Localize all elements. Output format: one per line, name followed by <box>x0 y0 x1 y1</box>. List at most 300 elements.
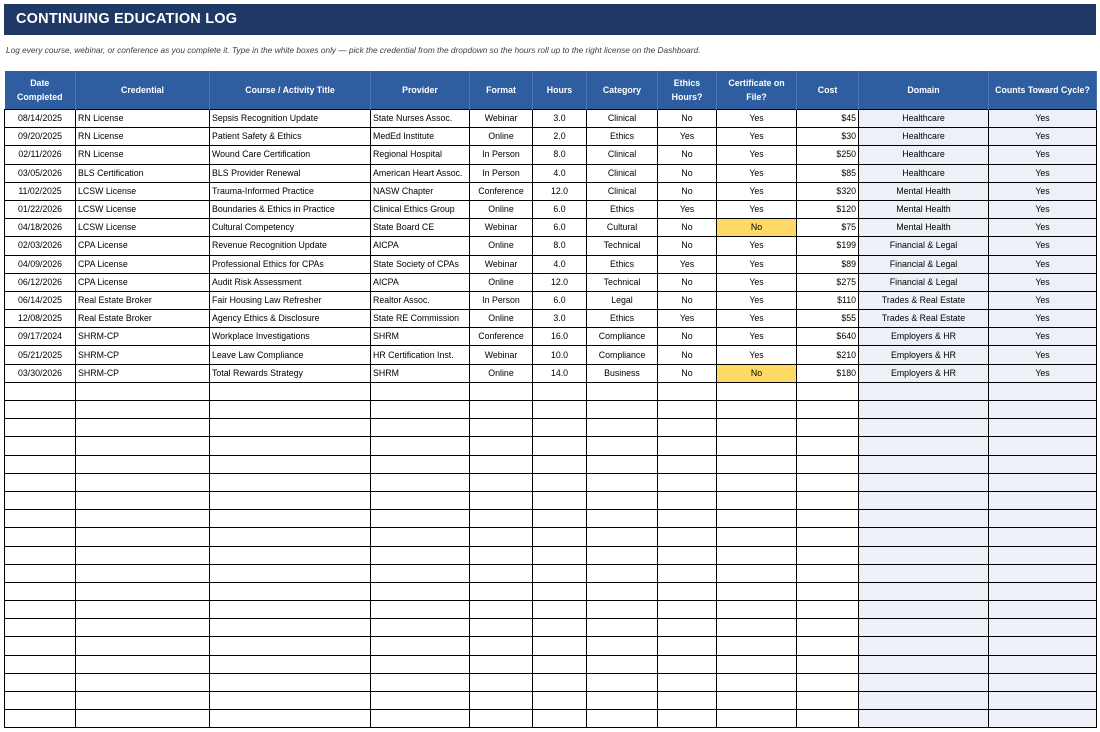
empty-cell-cost[interactable] <box>797 619 859 637</box>
empty-cell-certificate-on-file[interactable] <box>717 491 797 509</box>
empty-cell-course-title[interactable] <box>210 564 371 582</box>
cell-date-completed[interactable]: 12/08/2025 <box>5 310 76 328</box>
cell-hours[interactable]: 6.0 <box>533 291 587 309</box>
cell-category[interactable]: Compliance <box>587 328 658 346</box>
cell-cost[interactable]: $275 <box>797 273 859 291</box>
empty-cell-format[interactable] <box>470 655 533 673</box>
cell-format[interactable]: Conference <box>470 328 533 346</box>
empty-cell-provider[interactable] <box>371 564 470 582</box>
cell-ethics-hours[interactable]: No <box>658 364 717 382</box>
cell-certificate-on-file[interactable]: Yes <box>717 200 797 218</box>
cell-category[interactable]: Business <box>587 364 658 382</box>
empty-cell-course-title[interactable] <box>210 637 371 655</box>
cell-date-completed[interactable]: 02/03/2026 <box>5 237 76 255</box>
cell-cost[interactable]: $110 <box>797 291 859 309</box>
empty-cell-category[interactable] <box>587 510 658 528</box>
cell-certificate-on-file[interactable]: Yes <box>717 237 797 255</box>
empty-cell-hours[interactable] <box>533 382 587 400</box>
cell-format[interactable]: Webinar <box>470 346 533 364</box>
empty-cell-hours[interactable] <box>533 473 587 491</box>
cell-date-completed[interactable]: 02/11/2026 <box>5 146 76 164</box>
empty-cell-cost[interactable] <box>797 564 859 582</box>
cell-ethics-hours[interactable]: No <box>658 237 717 255</box>
cell-format[interactable]: Online <box>470 200 533 218</box>
cell-course-title[interactable]: Professional Ethics for CPAs <box>210 255 371 273</box>
cell-credential[interactable]: RN License <box>76 146 210 164</box>
empty-cell-hours[interactable] <box>533 673 587 691</box>
empty-cell-course-title[interactable] <box>210 619 371 637</box>
cell-credential[interactable]: Real Estate Broker <box>76 291 210 309</box>
cell-credential[interactable]: SHRM-CP <box>76 328 210 346</box>
empty-cell-credential[interactable] <box>76 710 210 728</box>
empty-cell-cost[interactable] <box>797 601 859 619</box>
cell-provider[interactable]: AICPA <box>371 273 470 291</box>
empty-cell-provider[interactable] <box>371 491 470 509</box>
empty-cell-hours[interactable] <box>533 546 587 564</box>
empty-cell-cost[interactable] <box>797 673 859 691</box>
cell-provider[interactable]: State RE Commission <box>371 310 470 328</box>
empty-cell-category[interactable] <box>587 473 658 491</box>
empty-cell-provider[interactable] <box>371 473 470 491</box>
cell-category[interactable]: Clinical <box>587 182 658 200</box>
cell-certificate-on-file[interactable]: Yes <box>717 346 797 364</box>
cell-cost[interactable]: $640 <box>797 328 859 346</box>
empty-cell-format[interactable] <box>470 419 533 437</box>
cell-date-completed[interactable]: 09/17/2024 <box>5 328 76 346</box>
cell-course-title[interactable]: Trauma-Informed Practice <box>210 182 371 200</box>
cell-category[interactable]: Clinical <box>587 146 658 164</box>
cell-provider[interactable]: SHRM <box>371 328 470 346</box>
cell-date-completed[interactable]: 05/21/2025 <box>5 346 76 364</box>
empty-cell-credential[interactable] <box>76 673 210 691</box>
empty-cell-ethics-hours[interactable] <box>658 619 717 637</box>
empty-cell-category[interactable] <box>587 692 658 710</box>
empty-cell-certificate-on-file[interactable] <box>717 382 797 400</box>
cell-ethics-hours[interactable]: No <box>658 219 717 237</box>
cell-hours[interactable]: 16.0 <box>533 328 587 346</box>
empty-cell-ethics-hours[interactable] <box>658 564 717 582</box>
empty-cell-hours[interactable] <box>533 419 587 437</box>
cell-course-title[interactable]: Audit Risk Assessment <box>210 273 371 291</box>
empty-cell-provider[interactable] <box>371 546 470 564</box>
empty-cell-provider[interactable] <box>371 619 470 637</box>
empty-cell-cost[interactable] <box>797 710 859 728</box>
cell-cost[interactable]: $120 <box>797 200 859 218</box>
empty-cell-hours[interactable] <box>533 637 587 655</box>
empty-cell-course-title[interactable] <box>210 710 371 728</box>
empty-cell-certificate-on-file[interactable] <box>717 546 797 564</box>
empty-cell-provider[interactable] <box>371 401 470 419</box>
empty-cell-category[interactable] <box>587 382 658 400</box>
empty-cell-credential[interactable] <box>76 637 210 655</box>
empty-cell-credential[interactable] <box>76 419 210 437</box>
empty-cell-course-title[interactable] <box>210 582 371 600</box>
empty-cell-cost[interactable] <box>797 692 859 710</box>
empty-cell-certificate-on-file[interactable] <box>717 582 797 600</box>
cell-ethics-hours[interactable]: Yes <box>658 128 717 146</box>
empty-cell-ethics-hours[interactable] <box>658 655 717 673</box>
cell-cost[interactable]: $30 <box>797 128 859 146</box>
empty-cell-certificate-on-file[interactable] <box>717 673 797 691</box>
cell-provider[interactable]: HR Certification Inst. <box>371 346 470 364</box>
cell-credential[interactable]: LCSW License <box>76 219 210 237</box>
empty-cell-format[interactable] <box>470 637 533 655</box>
empty-cell-format[interactable] <box>470 528 533 546</box>
empty-cell-ethics-hours[interactable] <box>658 491 717 509</box>
cell-provider[interactable]: Clinical Ethics Group <box>371 200 470 218</box>
cell-hours[interactable]: 3.0 <box>533 110 587 128</box>
empty-cell-category[interactable] <box>587 582 658 600</box>
cell-course-title[interactable]: Sepsis Recognition Update <box>210 110 371 128</box>
empty-cell-credential[interactable] <box>76 437 210 455</box>
cell-credential[interactable]: LCSW License <box>76 182 210 200</box>
empty-cell-category[interactable] <box>587 601 658 619</box>
cell-ethics-hours[interactable]: Yes <box>658 310 717 328</box>
cell-credential[interactable]: CPA License <box>76 255 210 273</box>
empty-cell-credential[interactable] <box>76 382 210 400</box>
empty-cell-ethics-hours[interactable] <box>658 401 717 419</box>
cell-category[interactable]: Ethics <box>587 255 658 273</box>
empty-cell-credential[interactable] <box>76 655 210 673</box>
empty-cell-course-title[interactable] <box>210 528 371 546</box>
empty-cell-hours[interactable] <box>533 401 587 419</box>
cell-course-title[interactable]: Wound Care Certification <box>210 146 371 164</box>
cell-cost[interactable]: $45 <box>797 110 859 128</box>
cell-hours[interactable]: 3.0 <box>533 310 587 328</box>
empty-cell-course-title[interactable] <box>210 491 371 509</box>
cell-provider[interactable]: MedEd Institute <box>371 128 470 146</box>
empty-cell-date-completed[interactable] <box>5 619 76 637</box>
cell-ethics-hours[interactable]: No <box>658 291 717 309</box>
empty-cell-category[interactable] <box>587 528 658 546</box>
cell-format[interactable]: Webinar <box>470 110 533 128</box>
empty-cell-date-completed[interactable] <box>5 601 76 619</box>
empty-cell-ethics-hours[interactable] <box>658 637 717 655</box>
empty-cell-category[interactable] <box>587 710 658 728</box>
empty-cell-date-completed[interactable] <box>5 528 76 546</box>
cell-provider[interactable]: SHRM <box>371 364 470 382</box>
empty-cell-date-completed[interactable] <box>5 491 76 509</box>
cell-format[interactable]: Online <box>470 128 533 146</box>
empty-cell-date-completed[interactable] <box>5 382 76 400</box>
empty-cell-credential[interactable] <box>76 473 210 491</box>
empty-cell-date-completed[interactable] <box>5 582 76 600</box>
empty-cell-format[interactable] <box>470 401 533 419</box>
cell-provider[interactable]: NASW Chapter <box>371 182 470 200</box>
empty-cell-certificate-on-file[interactable] <box>717 473 797 491</box>
empty-cell-cost[interactable] <box>797 382 859 400</box>
cell-certificate-on-file[interactable]: Yes <box>717 255 797 273</box>
cell-hours[interactable]: 8.0 <box>533 237 587 255</box>
empty-cell-provider[interactable] <box>371 419 470 437</box>
cell-ethics-hours[interactable]: Yes <box>658 200 717 218</box>
empty-cell-credential[interactable] <box>76 619 210 637</box>
empty-cell-provider[interactable] <box>371 528 470 546</box>
empty-cell-date-completed[interactable] <box>5 655 76 673</box>
empty-cell-hours[interactable] <box>533 491 587 509</box>
cell-ethics-hours[interactable]: No <box>658 182 717 200</box>
empty-cell-date-completed[interactable] <box>5 473 76 491</box>
empty-cell-certificate-on-file[interactable] <box>717 710 797 728</box>
empty-cell-cost[interactable] <box>797 473 859 491</box>
empty-cell-provider[interactable] <box>371 582 470 600</box>
empty-cell-certificate-on-file[interactable] <box>717 692 797 710</box>
empty-cell-format[interactable] <box>470 546 533 564</box>
empty-cell-hours[interactable] <box>533 601 587 619</box>
cell-credential[interactable]: RN License <box>76 110 210 128</box>
empty-cell-hours[interactable] <box>533 619 587 637</box>
empty-cell-credential[interactable] <box>76 455 210 473</box>
cell-cost[interactable]: $89 <box>797 255 859 273</box>
empty-cell-certificate-on-file[interactable] <box>717 510 797 528</box>
empty-cell-cost[interactable] <box>797 401 859 419</box>
empty-cell-cost[interactable] <box>797 491 859 509</box>
empty-cell-hours[interactable] <box>533 564 587 582</box>
cell-hours[interactable]: 4.0 <box>533 164 587 182</box>
empty-cell-category[interactable] <box>587 637 658 655</box>
cell-credential[interactable]: CPA License <box>76 237 210 255</box>
empty-cell-format[interactable] <box>470 582 533 600</box>
cell-date-completed[interactable]: 09/20/2025 <box>5 128 76 146</box>
empty-cell-ethics-hours[interactable] <box>658 673 717 691</box>
cell-date-completed[interactable]: 06/12/2026 <box>5 273 76 291</box>
cell-certificate-on-file[interactable]: Yes <box>717 146 797 164</box>
empty-cell-format[interactable] <box>470 455 533 473</box>
cell-ethics-hours[interactable]: No <box>658 164 717 182</box>
empty-cell-ethics-hours[interactable] <box>658 455 717 473</box>
empty-cell-credential[interactable] <box>76 601 210 619</box>
empty-cell-category[interactable] <box>587 546 658 564</box>
cell-cost[interactable]: $85 <box>797 164 859 182</box>
empty-cell-cost[interactable] <box>797 437 859 455</box>
empty-cell-format[interactable] <box>470 692 533 710</box>
cell-category[interactable]: Technical <box>587 237 658 255</box>
cell-format[interactable]: Conference <box>470 182 533 200</box>
empty-cell-date-completed[interactable] <box>5 673 76 691</box>
cell-date-completed[interactable]: 08/14/2025 <box>5 110 76 128</box>
empty-cell-category[interactable] <box>587 655 658 673</box>
empty-cell-category[interactable] <box>587 419 658 437</box>
cell-hours[interactable]: 12.0 <box>533 273 587 291</box>
cell-certificate-on-file[interactable]: Yes <box>717 110 797 128</box>
empty-cell-ethics-hours[interactable] <box>658 473 717 491</box>
empty-cell-format[interactable] <box>470 564 533 582</box>
cell-course-title[interactable]: Revenue Recognition Update <box>210 237 371 255</box>
cell-hours[interactable]: 12.0 <box>533 182 587 200</box>
empty-cell-date-completed[interactable] <box>5 637 76 655</box>
cell-ethics-hours[interactable]: Yes <box>658 255 717 273</box>
cell-hours[interactable]: 14.0 <box>533 364 587 382</box>
cell-category[interactable]: Technical <box>587 273 658 291</box>
empty-cell-ethics-hours[interactable] <box>658 582 717 600</box>
cell-certificate-on-file[interactable]: Yes <box>717 164 797 182</box>
empty-cell-hours[interactable] <box>533 437 587 455</box>
empty-cell-provider[interactable] <box>371 710 470 728</box>
empty-cell-format[interactable] <box>470 382 533 400</box>
cell-date-completed[interactable]: 03/30/2026 <box>5 364 76 382</box>
empty-cell-certificate-on-file[interactable] <box>717 455 797 473</box>
cell-cost[interactable]: $55 <box>797 310 859 328</box>
cell-certificate-on-file[interactable]: Yes <box>717 273 797 291</box>
empty-cell-course-title[interactable] <box>210 437 371 455</box>
empty-cell-credential[interactable] <box>76 510 210 528</box>
cell-format[interactable]: Online <box>470 273 533 291</box>
cell-hours[interactable]: 8.0 <box>533 146 587 164</box>
cell-date-completed[interactable]: 06/14/2025 <box>5 291 76 309</box>
cell-hours[interactable]: 2.0 <box>533 128 587 146</box>
empty-cell-format[interactable] <box>470 710 533 728</box>
empty-cell-hours[interactable] <box>533 455 587 473</box>
empty-cell-course-title[interactable] <box>210 601 371 619</box>
cell-certificate-on-file[interactable]: Yes <box>717 310 797 328</box>
empty-cell-category[interactable] <box>587 564 658 582</box>
cell-certificate-on-file[interactable]: No <box>717 364 797 382</box>
cell-cost[interactable]: $250 <box>797 146 859 164</box>
cell-cost[interactable]: $75 <box>797 219 859 237</box>
empty-cell-provider[interactable] <box>371 455 470 473</box>
cell-category[interactable]: Ethics <box>587 128 658 146</box>
cell-format[interactable]: In Person <box>470 146 533 164</box>
empty-cell-certificate-on-file[interactable] <box>717 419 797 437</box>
empty-cell-ethics-hours[interactable] <box>658 546 717 564</box>
cell-date-completed[interactable]: 01/22/2026 <box>5 200 76 218</box>
empty-cell-certificate-on-file[interactable] <box>717 528 797 546</box>
empty-cell-date-completed[interactable] <box>5 455 76 473</box>
cell-credential[interactable]: RN License <box>76 128 210 146</box>
empty-cell-date-completed[interactable] <box>5 710 76 728</box>
empty-cell-ethics-hours[interactable] <box>658 437 717 455</box>
empty-cell-format[interactable] <box>470 510 533 528</box>
empty-cell-course-title[interactable] <box>210 382 371 400</box>
cell-course-title[interactable]: Total Rewards Strategy <box>210 364 371 382</box>
empty-cell-course-title[interactable] <box>210 473 371 491</box>
cell-certificate-on-file[interactable]: Yes <box>717 291 797 309</box>
cell-category[interactable]: Clinical <box>587 110 658 128</box>
cell-cost[interactable]: $210 <box>797 346 859 364</box>
empty-cell-date-completed[interactable] <box>5 401 76 419</box>
empty-cell-cost[interactable] <box>797 455 859 473</box>
empty-cell-cost[interactable] <box>797 637 859 655</box>
empty-cell-date-completed[interactable] <box>5 437 76 455</box>
empty-cell-ethics-hours[interactable] <box>658 510 717 528</box>
empty-cell-format[interactable] <box>470 437 533 455</box>
cell-ethics-hours[interactable]: No <box>658 346 717 364</box>
cell-provider[interactable]: State Society of CPAs <box>371 255 470 273</box>
empty-cell-certificate-on-file[interactable] <box>717 637 797 655</box>
empty-cell-certificate-on-file[interactable] <box>717 564 797 582</box>
empty-cell-credential[interactable] <box>76 546 210 564</box>
empty-cell-provider[interactable] <box>371 692 470 710</box>
cell-date-completed[interactable]: 03/05/2026 <box>5 164 76 182</box>
cell-format[interactable]: Online <box>470 310 533 328</box>
empty-cell-credential[interactable] <box>76 692 210 710</box>
cell-certificate-on-file[interactable]: Yes <box>717 182 797 200</box>
cell-course-title[interactable]: Agency Ethics & Disclosure <box>210 310 371 328</box>
cell-hours[interactable]: 10.0 <box>533 346 587 364</box>
empty-cell-hours[interactable] <box>533 528 587 546</box>
empty-cell-course-title[interactable] <box>210 401 371 419</box>
empty-cell-cost[interactable] <box>797 510 859 528</box>
cell-credential[interactable]: LCSW License <box>76 200 210 218</box>
cell-category[interactable]: Ethics <box>587 310 658 328</box>
cell-provider[interactable]: State Nurses Assoc. <box>371 110 470 128</box>
cell-provider[interactable]: American Heart Assoc. <box>371 164 470 182</box>
empty-cell-format[interactable] <box>470 619 533 637</box>
empty-cell-date-completed[interactable] <box>5 546 76 564</box>
empty-cell-category[interactable] <box>587 401 658 419</box>
empty-cell-hours[interactable] <box>533 655 587 673</box>
cell-format[interactable]: Online <box>470 364 533 382</box>
empty-cell-cost[interactable] <box>797 546 859 564</box>
cell-course-title[interactable]: Patient Safety & Ethics <box>210 128 371 146</box>
empty-cell-ethics-hours[interactable] <box>658 382 717 400</box>
cell-course-title[interactable]: Leave Law Compliance <box>210 346 371 364</box>
empty-cell-credential[interactable] <box>76 582 210 600</box>
cell-format[interactable]: Online <box>470 237 533 255</box>
cell-credential[interactable]: SHRM-CP <box>76 346 210 364</box>
empty-cell-provider[interactable] <box>371 601 470 619</box>
cell-category[interactable]: Legal <box>587 291 658 309</box>
empty-cell-provider[interactable] <box>371 510 470 528</box>
empty-cell-category[interactable] <box>587 437 658 455</box>
cell-course-title[interactable]: Cultural Competency <box>210 219 371 237</box>
cell-format[interactable]: Webinar <box>470 255 533 273</box>
cell-date-completed[interactable]: 11/02/2025 <box>5 182 76 200</box>
empty-cell-provider[interactable] <box>371 673 470 691</box>
empty-cell-certificate-on-file[interactable] <box>717 619 797 637</box>
empty-cell-provider[interactable] <box>371 382 470 400</box>
empty-cell-format[interactable] <box>470 473 533 491</box>
cell-course-title[interactable]: Workplace Investigations <box>210 328 371 346</box>
empty-cell-ethics-hours[interactable] <box>658 710 717 728</box>
empty-cell-cost[interactable] <box>797 528 859 546</box>
empty-cell-credential[interactable] <box>76 491 210 509</box>
cell-category[interactable]: Compliance <box>587 346 658 364</box>
empty-cell-ethics-hours[interactable] <box>658 601 717 619</box>
cell-ethics-hours[interactable]: No <box>658 328 717 346</box>
cell-cost[interactable]: $199 <box>797 237 859 255</box>
empty-cell-date-completed[interactable] <box>5 564 76 582</box>
empty-cell-provider[interactable] <box>371 655 470 673</box>
empty-cell-cost[interactable] <box>797 582 859 600</box>
empty-cell-date-completed[interactable] <box>5 510 76 528</box>
cell-certificate-on-file[interactable]: No <box>717 219 797 237</box>
empty-cell-format[interactable] <box>470 491 533 509</box>
cell-ethics-hours[interactable]: No <box>658 273 717 291</box>
cell-hours[interactable]: 6.0 <box>533 219 587 237</box>
empty-cell-credential[interactable] <box>76 528 210 546</box>
cell-format[interactable]: In Person <box>470 164 533 182</box>
cell-date-completed[interactable]: 04/09/2026 <box>5 255 76 273</box>
cell-cost[interactable]: $180 <box>797 364 859 382</box>
cell-provider[interactable]: State Board CE <box>371 219 470 237</box>
empty-cell-ethics-hours[interactable] <box>658 528 717 546</box>
empty-cell-hours[interactable] <box>533 582 587 600</box>
cell-format[interactable]: Webinar <box>470 219 533 237</box>
cell-provider[interactable]: Regional Hospital <box>371 146 470 164</box>
empty-cell-credential[interactable] <box>76 401 210 419</box>
empty-cell-course-title[interactable] <box>210 655 371 673</box>
cell-category[interactable]: Clinical <box>587 164 658 182</box>
cell-format[interactable]: In Person <box>470 291 533 309</box>
cell-course-title[interactable]: Boundaries & Ethics in Practice <box>210 200 371 218</box>
cell-course-title[interactable]: BLS Provider Renewal <box>210 164 371 182</box>
empty-cell-format[interactable] <box>470 601 533 619</box>
empty-cell-hours[interactable] <box>533 510 587 528</box>
empty-cell-hours[interactable] <box>533 692 587 710</box>
cell-credential[interactable]: CPA License <box>76 273 210 291</box>
cell-date-completed[interactable]: 04/18/2026 <box>5 219 76 237</box>
